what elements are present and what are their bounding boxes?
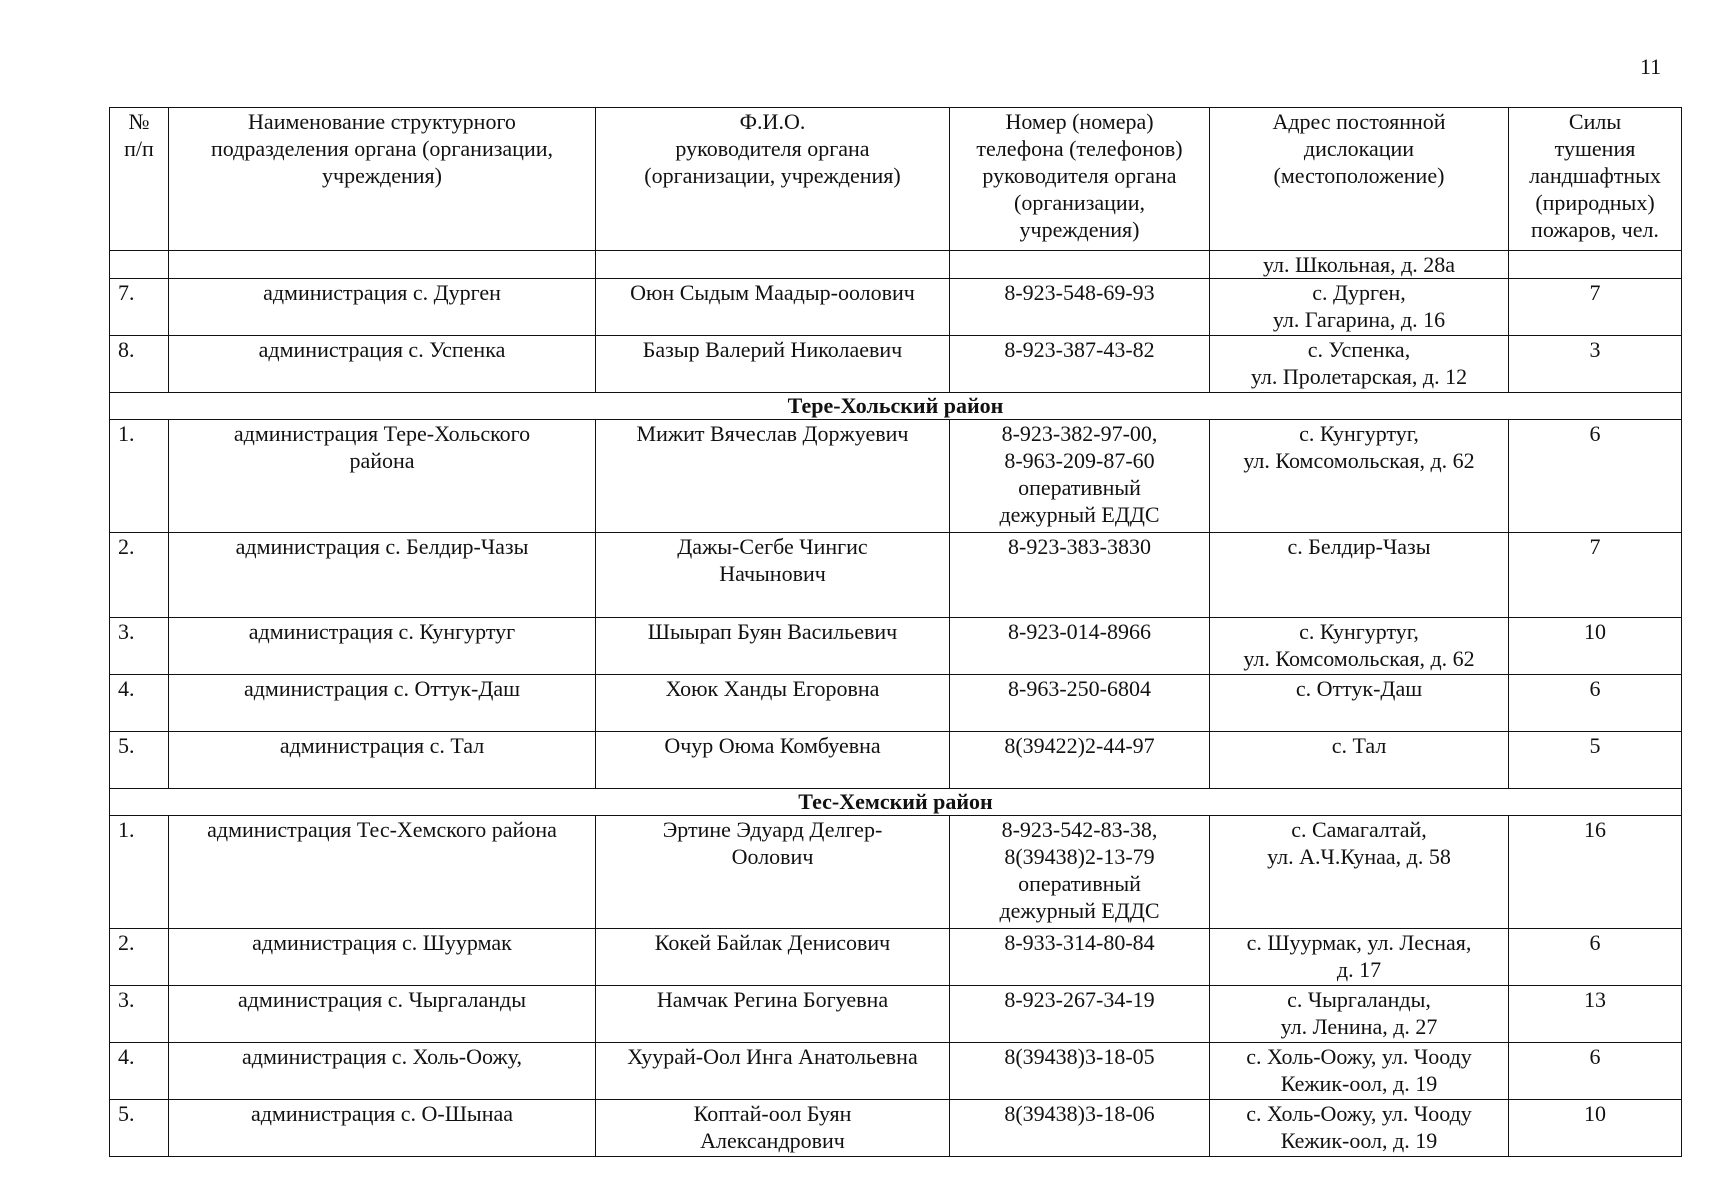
cell-name: администрация с. Оттук-Даш xyxy=(169,675,596,732)
cell-head: Намчак Регина Богуевна xyxy=(596,986,950,1043)
cell-phone: 8-923-014-8966 xyxy=(950,618,1210,675)
cell-address: с. Кунгуртуг, ул. Комсомольская, д. 62 xyxy=(1210,618,1509,675)
page-number: 11 xyxy=(1640,54,1662,79)
table-row xyxy=(110,816,1682,929)
cell-phone: 8-923-383-3830 xyxy=(950,533,1210,618)
cell-name: администрация с. Успенка xyxy=(169,336,596,393)
cell-head: Базыр Валерий Николаевич xyxy=(596,336,950,393)
table-row xyxy=(110,732,1682,789)
cell-phone: 8(39438)3-18-05 xyxy=(950,1043,1210,1100)
cell-address: с. Успенка, ул. Пролетарская, д. 12 xyxy=(1210,336,1509,393)
cell-forces: 6 xyxy=(1509,1043,1682,1100)
cell-name: администрация с. Кунгуртуг xyxy=(169,618,596,675)
cell-num: 7. xyxy=(110,279,169,336)
cell-address: с. Самагалтай, ул. А.Ч.Кунаа, д. 58 xyxy=(1210,816,1509,929)
cell-phone: 8(39438)3-18-06 xyxy=(950,1100,1210,1157)
cell-num: 5. xyxy=(110,732,169,789)
table-row xyxy=(110,618,1682,675)
cell-name: администрация с. Холь-Оожу, xyxy=(169,1043,596,1100)
cell-phone: 8-923-382-97-00, 8-963-209-87-60 оперативный дежурный ЕДДС xyxy=(950,420,1210,533)
cell-phone: 8-923-548-69-93 xyxy=(950,279,1210,336)
cell-num: 3. xyxy=(110,986,169,1043)
cell-phone: 8-923-542-83-38, 8(39438)2-13-79 оперативный дежурный ЕДДС xyxy=(950,816,1210,929)
cell-head: Шыырап Буян Васильевич xyxy=(596,618,950,675)
cell-phone: 8(39422)2-44-97 xyxy=(950,732,1210,789)
table-row xyxy=(110,336,1682,393)
cell-head: Мижит Вячеслав Доржуевич xyxy=(596,420,950,533)
cell-address: с. Тал xyxy=(1210,732,1509,789)
cell-address: с. Холь-Оожу, ул. Чооду Кежик-оол, д. 19 xyxy=(1210,1100,1509,1157)
table-row xyxy=(110,1100,1682,1157)
cell-forces: 7 xyxy=(1509,533,1682,618)
cell-forces: 7 xyxy=(1509,279,1682,336)
header-row xyxy=(110,108,1682,251)
cell-phone: 8-933-314-80-84 xyxy=(950,929,1210,986)
cell-forces: 6 xyxy=(1509,929,1682,986)
cell-phone: 8-963-250-6804 xyxy=(950,675,1210,732)
section-title: Тес-Хемский район xyxy=(110,789,1682,816)
section-row xyxy=(110,789,1682,816)
cell-name: администрация с. Тал xyxy=(169,732,596,789)
cell-num: 3. xyxy=(110,618,169,675)
table-row xyxy=(110,929,1682,986)
cell-phone xyxy=(950,251,1210,279)
header-name: Наименование структурного подразделения органа (организации, учреждения) xyxy=(169,108,596,251)
cell-head: Хоюк Ханды Егоровна xyxy=(596,675,950,732)
section-title: Тере-Хольский район xyxy=(110,393,1682,420)
header-head: Ф.И.О. руководителя органа (организации, учреждения) xyxy=(596,108,950,251)
cell-name: администрация с. Шуурмак xyxy=(169,929,596,986)
cell-num: 4. xyxy=(110,1043,169,1100)
contacts-table xyxy=(109,107,1682,1157)
cell-head xyxy=(596,251,950,279)
cell-head: Хуурай-Оол Инга Анатольевна xyxy=(596,1043,950,1100)
table-row xyxy=(110,675,1682,732)
cell-name xyxy=(169,251,596,279)
cell-name: администрация с. О-Шынаа xyxy=(169,1100,596,1157)
cell-forces: 10 xyxy=(1509,618,1682,675)
cell-name: администрация Тес-Хемского района xyxy=(169,816,596,929)
cell-num: 2. xyxy=(110,533,169,618)
table-row xyxy=(110,251,1682,279)
table-row xyxy=(110,279,1682,336)
cell-num xyxy=(110,251,169,279)
cell-forces: 3 xyxy=(1509,336,1682,393)
header-forces: Силы тушения ландшафтных (природных) пожаров, чел. xyxy=(1509,108,1682,251)
cell-forces: 16 xyxy=(1509,816,1682,929)
cell-num: 8. xyxy=(110,336,169,393)
cell-head: Очур Оюма Комбуевна xyxy=(596,732,950,789)
table-row xyxy=(110,986,1682,1043)
section-row xyxy=(110,393,1682,420)
cell-name: администрация Тере-Хольского района xyxy=(169,420,596,533)
cell-address: с. Холь-Оожу, ул. Чооду Кежик-оол, д. 19 xyxy=(1210,1043,1509,1100)
header-address: Адрес постоянной дислокации (местоположение) xyxy=(1210,108,1509,251)
cell-forces xyxy=(1509,251,1682,279)
cell-num: 1. xyxy=(110,816,169,929)
cell-head: Дажы-Сегбе Чингис Начынович xyxy=(596,533,950,618)
cell-address: ул. Школьная, д. 28а xyxy=(1210,251,1509,279)
cell-address: с. Шуурмак, ул. Лесная, д. 17 xyxy=(1210,929,1509,986)
cell-num: 5. xyxy=(110,1100,169,1157)
cell-head: Оюн Сыдым Маадыр-оолович xyxy=(596,279,950,336)
cell-forces: 13 xyxy=(1509,986,1682,1043)
table-row xyxy=(110,1043,1682,1100)
cell-forces: 6 xyxy=(1509,675,1682,732)
table-row xyxy=(110,533,1682,618)
cell-address: с. Кунгуртуг, ул. Комсомольская, д. 62 xyxy=(1210,420,1509,533)
cell-name: администрация с. Белдир-Чазы xyxy=(169,533,596,618)
cell-name: администрация с. Чыргаланды xyxy=(169,986,596,1043)
table-row xyxy=(110,420,1682,533)
cell-num: 1. xyxy=(110,420,169,533)
cell-phone: 8-923-267-34-19 xyxy=(950,986,1210,1043)
cell-head: Коптай-оол Буян Александрович xyxy=(596,1100,950,1157)
cell-name: администрация с. Дурген xyxy=(169,279,596,336)
cell-head: Эртине Эдуард Делгер- Оолович xyxy=(596,816,950,929)
cell-address: с. Дурген, ул. Гагарина, д. 16 xyxy=(1210,279,1509,336)
cell-forces: 10 xyxy=(1509,1100,1682,1157)
cell-head: Кокей Байлак Денисович xyxy=(596,929,950,986)
cell-num: 2. xyxy=(110,929,169,986)
header-num: № п/п xyxy=(110,108,169,251)
cell-address: с. Оттук-Даш xyxy=(1210,675,1509,732)
cell-phone: 8-923-387-43-82 xyxy=(950,336,1210,393)
cell-address: с. Чыргаланды, ул. Ленина, д. 27 xyxy=(1210,986,1509,1043)
cell-forces: 5 xyxy=(1509,732,1682,789)
cell-forces: 6 xyxy=(1509,420,1682,533)
header-phone: Номер (номера) телефона (телефонов) руководителя органа (организации, учреждения) xyxy=(950,108,1210,251)
cell-num: 4. xyxy=(110,675,169,732)
cell-address: с. Белдир-Чазы xyxy=(1210,533,1509,618)
